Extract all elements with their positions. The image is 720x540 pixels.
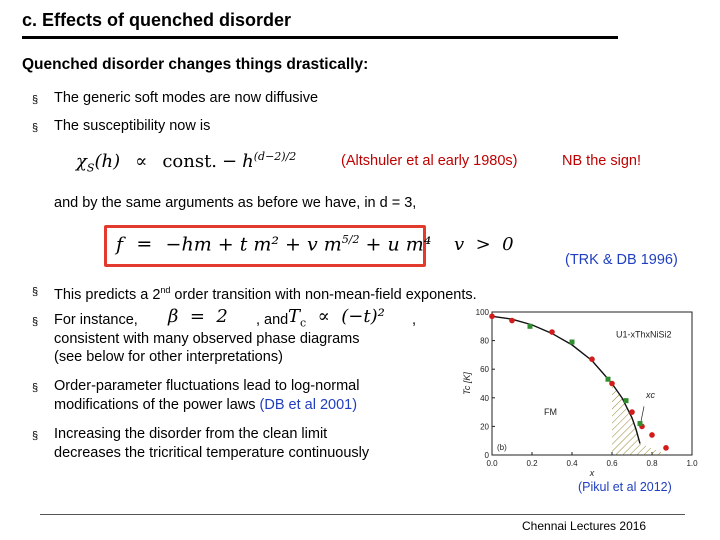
bullet-susceptibility xyxy=(32,117,432,135)
eq1-h: h xyxy=(242,151,254,172)
ref-db-2001: (DB et al 2001) xyxy=(259,397,358,413)
data-point-red xyxy=(629,409,635,415)
y-tick-label: 40 xyxy=(480,393,489,403)
x-tick-label: 0.0 xyxy=(486,459,498,468)
beta-equation xyxy=(168,306,228,327)
data-point-green xyxy=(638,421,643,426)
disorder-hatch-region xyxy=(612,384,668,456)
eq1-proportional: ∝ xyxy=(135,151,148,172)
free-energy-equation xyxy=(116,233,431,256)
data-point-green xyxy=(606,377,611,382)
bullet-text-sup: nd xyxy=(160,285,171,295)
bullet-diffusive xyxy=(32,89,432,107)
bullet-text-comma: , xyxy=(412,312,417,328)
phase-diagram-chart xyxy=(452,300,702,480)
bullet-text xyxy=(54,281,477,304)
y-tick-label: 0 xyxy=(484,451,489,460)
bullet-marker: § xyxy=(32,382,39,394)
data-point-green xyxy=(624,398,629,403)
eq2-f: f xyxy=(116,233,124,256)
y-tick-label: 100 xyxy=(475,308,489,317)
eq2-exponent: 5/2 xyxy=(341,233,360,246)
x-tick-label: 0.4 xyxy=(566,459,578,468)
chart-frame-group xyxy=(462,308,698,478)
slide-title: c. Effects of quenched disorder xyxy=(22,10,292,30)
bullet-tricritical xyxy=(32,425,452,463)
bullet-text-line2: decreases the tricritical temperature continuously xyxy=(54,445,370,461)
bullet-text-and: , and xyxy=(256,312,289,328)
data-point-green xyxy=(528,324,533,329)
y-tick-label: 80 xyxy=(480,336,489,346)
y-tick-label: 20 xyxy=(480,422,489,432)
bullet-marker: § xyxy=(32,430,39,442)
eq2-condition xyxy=(454,234,514,255)
annotation-fm: FM xyxy=(544,406,557,417)
bullet-text-post: order transition with non-mean-field exponents. xyxy=(170,286,477,303)
bullet-marker: § xyxy=(32,94,39,106)
x-tick-label: 0.6 xyxy=(606,459,618,468)
data-point-green xyxy=(570,340,575,345)
eq2-tail: + u m⁴ xyxy=(359,233,432,256)
ref-pikul: (Pikul et al 2012) xyxy=(578,480,672,494)
bullet-lognormal xyxy=(32,377,452,415)
beta-text: β = 2 xyxy=(168,306,228,327)
x-tick-label: 0.8 xyxy=(646,459,658,468)
bullet-marker: § xyxy=(32,316,39,328)
bullet-text: The generic soft modes are now diffusive xyxy=(54,90,319,106)
ref-trk: (TRK & DB 1996) xyxy=(565,252,678,268)
eq1-exponent: (d−2)/2 xyxy=(253,150,297,163)
tc-rest: ∝ (−t)² xyxy=(306,306,385,327)
bullet-text-line1: Order-parameter fluctuations lead to log-normal xyxy=(54,378,360,394)
bullet-text-line3: (see below for other interpretations) xyxy=(54,349,283,365)
x-tick-label: 0.2 xyxy=(526,459,538,468)
chi-subscript: S xyxy=(86,161,95,175)
x-tick-label: 1.0 xyxy=(686,459,698,468)
eq2-terms: −hm + t m² + v m xyxy=(165,233,342,256)
bullet-text-line2 xyxy=(54,396,357,414)
eq1-const: const. xyxy=(162,151,218,172)
bullet-text-line2: consistent with many observed phase diagrams xyxy=(54,331,360,347)
y-axis-label: Tc [K] xyxy=(462,372,472,395)
same-arguments-text: and by the same arguments as before we have, in d = 3, xyxy=(54,195,417,211)
annotation-xc: xc xyxy=(646,389,655,400)
bullet-for-instance xyxy=(32,311,452,367)
ref-altshuler: (Altshuler et al early 1980s) xyxy=(341,153,518,169)
data-point-red xyxy=(509,318,515,324)
tc-T: T xyxy=(288,306,301,327)
title-underline xyxy=(22,36,618,39)
data-point-red xyxy=(549,329,555,335)
eq2-equals: = xyxy=(136,233,153,256)
tc-scaling-equation xyxy=(288,306,385,330)
annotation-panel-label: (b) xyxy=(497,443,507,452)
bullet-text-line1: Increasing the disorder from the clean limit xyxy=(54,426,328,442)
eq1-minus: − xyxy=(222,151,238,172)
bullet-text-line2a: modifications of the power laws xyxy=(54,397,260,413)
bullet-text-line1: For instance, xyxy=(54,312,138,328)
x-axis-label: x xyxy=(589,468,595,478)
y-tick-label: 60 xyxy=(480,365,489,375)
bullet-text: The susceptibility now is xyxy=(54,118,211,134)
data-point-red xyxy=(663,445,669,451)
eq2-condition-text: v > 0 xyxy=(454,234,514,255)
tc-sub: c xyxy=(300,316,307,330)
bullet-marker: § xyxy=(32,122,39,134)
section-heading: Quenched disorder changes things drastically: xyxy=(22,56,369,73)
footer-text: Chennai Lectures 2016 xyxy=(522,519,647,533)
eq1-argument: (h) xyxy=(94,151,121,172)
data-point-red xyxy=(649,432,655,438)
data-point-red xyxy=(589,356,595,362)
chart-title: U1-xThxNiSi2 xyxy=(616,329,672,340)
susceptibility-equation xyxy=(76,150,296,175)
bullet-marker: § xyxy=(32,286,39,298)
bullet-predicts xyxy=(32,281,592,303)
chi-symbol: χ xyxy=(76,151,87,172)
nb-sign-note: NB the sign! xyxy=(562,153,641,169)
bullet-text-pre: This predicts a 2 xyxy=(54,286,161,303)
data-point-red xyxy=(489,313,495,319)
footer-rule xyxy=(40,514,685,515)
